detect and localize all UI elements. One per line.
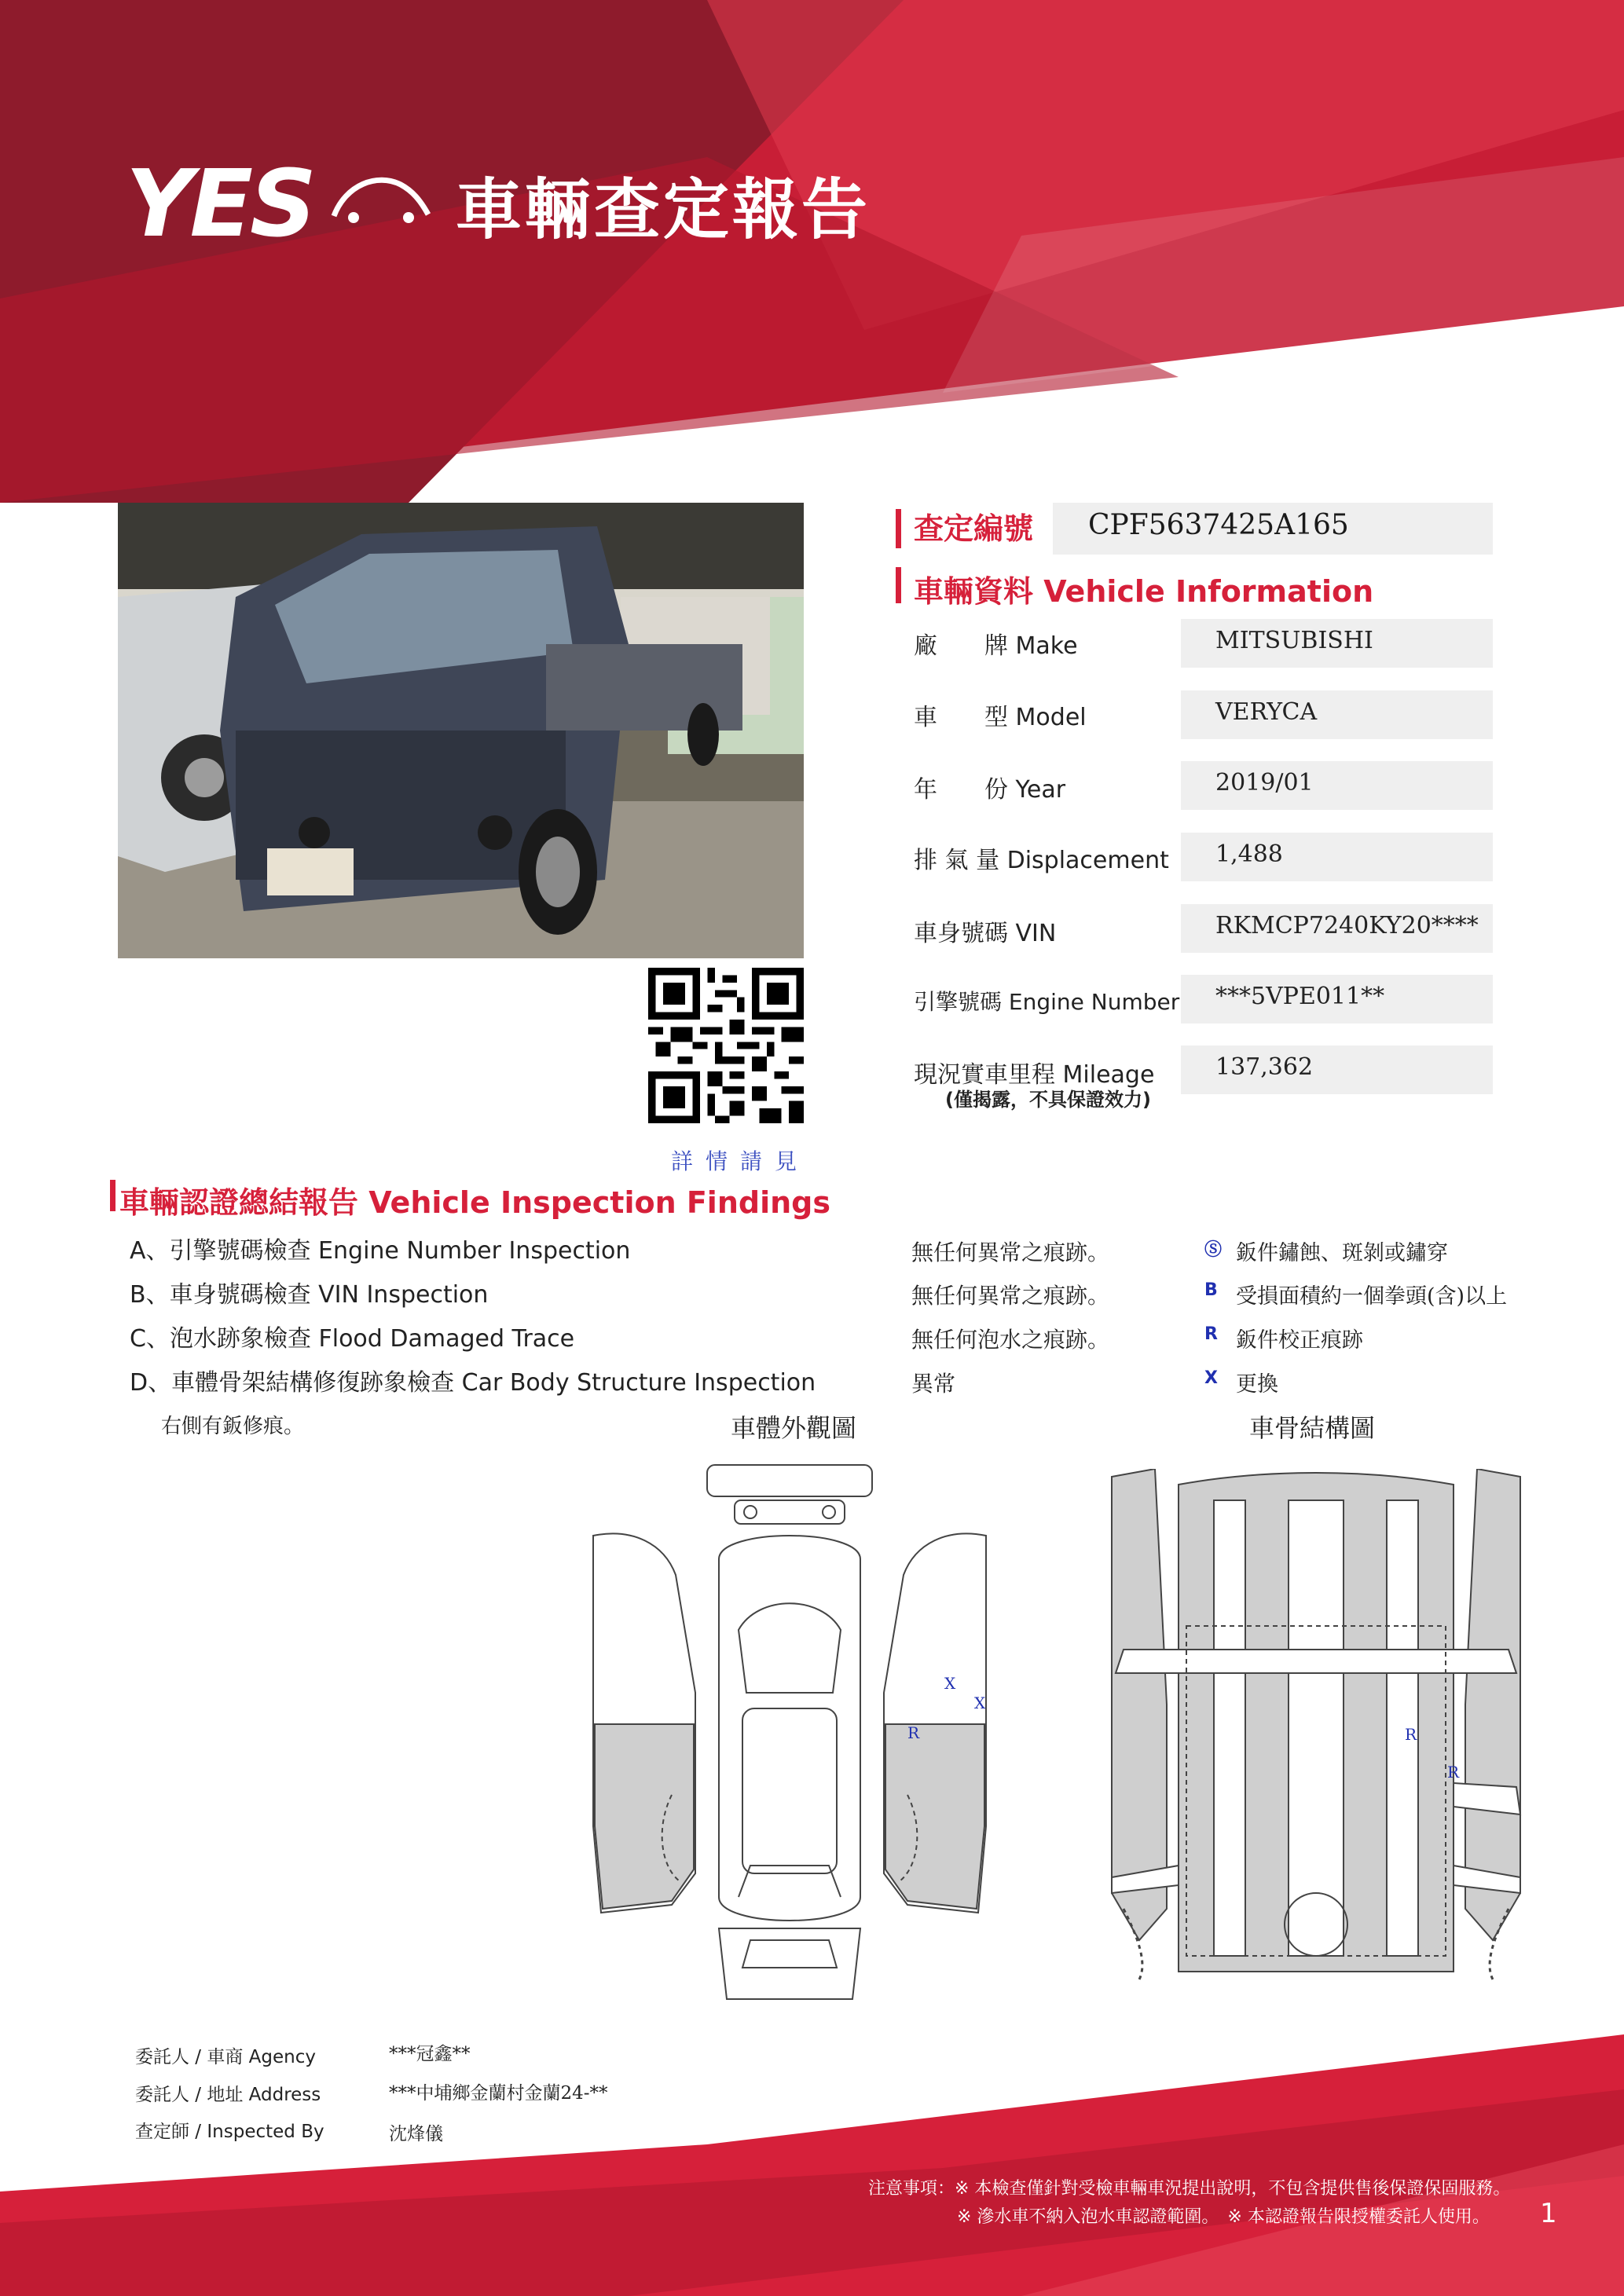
engine-number-label: 引擎號碼 Engine Number — [914, 989, 1180, 1015]
check-engine-label: A、引擎號碼檢查 Engine Number Inspection — [130, 1237, 631, 1265]
check-flood-label: C、泡水跡象檢查 Flood Damaged Trace — [130, 1325, 575, 1353]
section-marker — [896, 509, 901, 548]
findings-title: 車輛認證總結報告 Vehicle Inspection Findings — [119, 1185, 830, 1220]
repair-mark: R — [1447, 1763, 1460, 1782]
check-structure-result: 異常 — [911, 1371, 956, 1397]
inspector-value: 沈烽儀 — [389, 2124, 443, 2144]
qr-caption: 詳情請見 — [670, 1148, 809, 1174]
legend-replace-text: 更換 — [1236, 1372, 1278, 1397]
displacement-label: 排 氣 量 Displacement — [914, 847, 1169, 874]
legend-repair-icon: R — [1204, 1324, 1218, 1344]
mileage-value: 137,362 — [1215, 1053, 1314, 1081]
vehicle-photo — [118, 503, 804, 958]
legend-replace-icon: X — [1204, 1368, 1218, 1388]
mileage-note: (僅揭露，不具保證效力) — [945, 1089, 1151, 1111]
yes-logo: YES — [126, 149, 314, 258]
year-label: 年 份 Year — [914, 776, 1066, 804]
address-value: ***中埔鄉金蘭村金蘭24-** — [389, 2083, 608, 2104]
agency-label: 委託人 / 車商 Agency — [135, 2047, 316, 2067]
vin-value: RKMCP7240KY20**** — [1215, 912, 1479, 939]
inspection-number-label: 查定編號 — [914, 511, 1034, 546]
page-number: 1 — [1540, 2198, 1557, 2229]
frame-diagram — [1108, 1469, 1524, 1987]
make-label: 廠 牌 Make — [914, 632, 1078, 660]
exterior-diagram-title: 車體外觀圖 — [731, 1413, 857, 1443]
legend-repair-text: 鈑件校正痕跡 — [1236, 1328, 1363, 1353]
footer-note-1: 注意事項：※ 本檢查僅針對受檢車輛車況提出說明，不包含提供售後保證保固服務。 — [868, 2179, 1511, 2199]
replace-mark: X — [944, 1674, 956, 1693]
exterior-diagram — [585, 1457, 994, 2007]
displacement-value: 1,488 — [1215, 840, 1283, 868]
check-structure-label: D、車體骨架結構修復跡象檢查 Car Body Structure Inspection — [130, 1369, 816, 1397]
section-marker — [896, 567, 901, 603]
structure-note: 右側有鈑修痕。 — [161, 1415, 305, 1438]
vin-label: 車身號碼 VIN — [914, 920, 1057, 947]
year-value: 2019/01 — [1215, 769, 1314, 796]
engine-number-value: ***5VPE011** — [1215, 983, 1385, 1010]
repair-mark: R — [1405, 1725, 1417, 1744]
check-vin-label: B、車身號碼檢查 VIN Inspection — [130, 1281, 489, 1309]
legend-rust-icon: Ⓢ — [1204, 1240, 1223, 1260]
frame-diagram-title: 車骨結構圖 — [1249, 1413, 1376, 1443]
agency-value: ***冠鑫** — [389, 2044, 471, 2064]
model-value: VERYCA — [1215, 698, 1318, 726]
footer-banner — [0, 2034, 1624, 2296]
legend-rust-text: 鈑件鏽蝕、斑剝或鏽穿 — [1236, 1241, 1448, 1265]
check-vin-result: 無任何異常之痕跡。 — [911, 1283, 1110, 1309]
address-label: 委託人 / 地址 Address — [135, 2085, 321, 2105]
car-outline-logo-icon — [330, 161, 432, 232]
repair-mark: R — [907, 1723, 920, 1742]
check-flood-result: 無任何泡水之痕跡。 — [911, 1327, 1110, 1353]
model-label: 車 型 Model — [914, 704, 1087, 731]
check-engine-result: 無任何異常之痕跡。 — [911, 1240, 1110, 1265]
vehicle-info-title: 車輛資料 Vehicle Information — [914, 574, 1374, 609]
make-value: MITSUBISHI — [1215, 627, 1373, 654]
replace-mark: X — [974, 1694, 986, 1712]
inspector-label: 查定師 / Inspected By — [135, 2122, 324, 2142]
legend-damage-text: 受損面積約一個拳頭(含)以上 — [1236, 1284, 1508, 1309]
legend-damage-icon: B — [1204, 1280, 1218, 1300]
footer-note-2: ※ 滲水車不納入泡水車認證範圍。 ※ 本認證報告限授權委託人使用。 — [957, 2207, 1490, 2227]
report-title: 車輛查定報告 — [456, 171, 871, 248]
qr-code[interactable] — [648, 968, 804, 1123]
section-marker — [110, 1180, 115, 1211]
mileage-label: 現況實車里程 Mileage — [914, 1061, 1155, 1089]
inspection-number-value: CPF5637425A165 — [1088, 509, 1349, 541]
